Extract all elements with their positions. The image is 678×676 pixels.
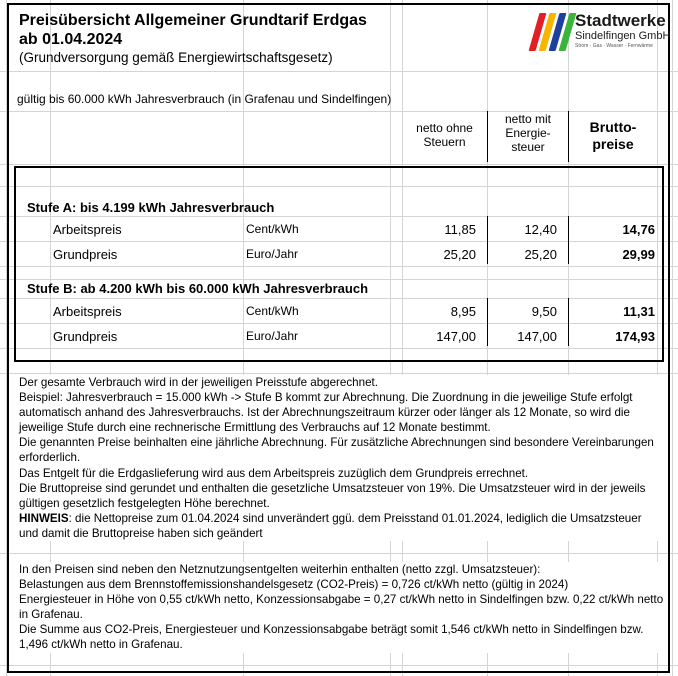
logo-stripes xyxy=(528,13,574,53)
stage-b-row-unit: Euro/Jahr xyxy=(246,329,299,343)
table-row xyxy=(0,246,678,264)
column-header-net-energy-line2: Energie- xyxy=(505,126,551,140)
stage-b-row-net-energy: 147,00 xyxy=(517,329,557,344)
note-paragraph: Das Entgelt für die Erdgaslieferung wird aus dem Arbeitspreis zuzüglich dem Grundpreis errechnet. xyxy=(19,466,529,480)
page-title-date: ab 01.04.2024 xyxy=(19,31,123,48)
stage-a-row-label: Arbeitspreis xyxy=(53,222,122,237)
logo-name: Stadtwerke xyxy=(575,11,666,30)
stage-b-row-gross: 174,93 xyxy=(615,329,655,344)
tax-notes xyxy=(19,562,664,653)
column-header-net-line2: Steuern xyxy=(423,135,466,149)
stage-b-row-net: 147,00 xyxy=(436,329,476,344)
note-paragraph: Der gesamte Verbrauch wird in der jeweiligen Preisstufe abgerechnet. xyxy=(19,376,378,389)
column-separator xyxy=(568,216,569,264)
column-separator xyxy=(487,298,488,346)
note-paragraph: Die genannten Preise beinhalten eine jährliche Abrechnung. Für zusätzliche Abrechnungen sind besondere Vereinbarungen erforderlich. xyxy=(19,436,654,465)
column-header-net-energy-line1: netto mit xyxy=(504,112,552,126)
table-row xyxy=(0,328,678,346)
column-header-gross-line2: preise xyxy=(592,136,634,152)
tax-note-paragraph: Die Summe aus CO2-Preis, Energiesteuer und Konzessionsabgabe beträgt somit 1,546 ct/kWh netto in Sindelfingen bzw. 1,496 ct/kWh netto in Grafenau. xyxy=(19,623,644,652)
stage-b-header-row xyxy=(0,280,678,298)
stage-a-row-unit: Euro/Jahr xyxy=(246,247,299,261)
hint-label: HINWEIS xyxy=(19,511,69,525)
stage-b-row-unit: Cent/kWh xyxy=(246,304,299,318)
stage-a-header-row xyxy=(0,199,678,217)
column-header-gross xyxy=(569,119,657,153)
column-separator xyxy=(568,298,569,346)
column-header-net-energy-line3: steuer xyxy=(511,140,545,154)
column-header-net xyxy=(402,121,487,149)
table-row xyxy=(0,221,678,239)
stage-a-row-net-energy: 12,40 xyxy=(524,222,557,237)
page-subtitle: (Grundversorgung gemäß Energiewirtschaftsgesetz) xyxy=(19,50,333,65)
stage-b-row-label: Arbeitspreis xyxy=(53,304,122,319)
logo-subname: Sindelfingen GmbH xyxy=(575,30,671,42)
stage-b-row-net: 8,95 xyxy=(450,304,476,319)
validity-note: gültig bis 60.000 kWh Jahresverbrauch (in Grafenau und Sindelfingen) xyxy=(17,92,392,106)
logo-tagline: Strom · Gas · Wasser · Fernwärme xyxy=(575,43,653,49)
column-separator xyxy=(487,216,488,264)
stage-a-row-net-energy: 25,20 xyxy=(524,247,557,262)
stage-a-row-label: Grundpreis xyxy=(53,247,118,262)
column-header-net-line1: netto ohne xyxy=(416,121,473,135)
note-paragraph: Die Bruttopreise sind gerundet und enthalten die gesetzliche Umsatzsteuer von 19%. Die Umsatzsteuer wird in der jeweils gültigen gesetzlich festgelegten Höhe berechnet. xyxy=(19,481,646,510)
stadtwerke-logo xyxy=(528,11,671,59)
stage-a-row-net: 11,85 xyxy=(444,222,476,237)
column-header-net-energy xyxy=(488,112,568,154)
stage-b-row-gross: 11,31 xyxy=(623,304,655,319)
tax-note-paragraph: Belastungen aus dem Brennstoffemissionshandelsgesetz (CO2-Preis) = 0,726 ct/kWh netto (gültig in 2024) xyxy=(19,578,569,592)
hint-paragraph xyxy=(19,511,664,541)
stage-a-row-gross: 14,76 xyxy=(622,222,655,237)
stage-b-row-label: Grundpreis xyxy=(53,329,118,344)
hint-text: : die Nettopreise zum 01.04.2024 sind unverändert ggü. dem Preisstand 01.01.2024, lediglich die Umsatzsteuer und damit die Bruttopreise haben sich geändert xyxy=(19,511,642,540)
stage-b-row-net-energy: 9,50 xyxy=(531,304,557,319)
stage-a-title: Stufe A: bis 4.199 kWh Jahresverbrauch xyxy=(27,200,275,215)
stage-a-row-unit: Cent/kWh xyxy=(246,222,299,236)
stage-a-row-net: 25,20 xyxy=(443,247,476,262)
stage-b-title: Stufe B: ab 4.200 kWh bis 60.000 kWh Jahresverbrauch xyxy=(27,281,369,296)
stage-a-row-gross: 29,99 xyxy=(622,247,655,262)
page-title: Preisübersicht Allgemeiner Grundtarif Erdgas xyxy=(19,12,367,29)
tax-note-paragraph: In den Preisen sind neben den Netznutzungsentgelten weiterhin enthalten (netto zzgl. Umsatzsteuer): xyxy=(19,563,541,576)
page-header xyxy=(19,11,499,66)
note-paragraph: Beispiel: Jahresverbrauch = 15.000 kWh -> Stufe B kommt zur Abrechnung. Die Zuordnung in die jeweilige Stufe erfolgt automatisch anhand des Jahresverbrauchs. Ist der Abrechnungszeitraum kürzer oder länger als 12 Monate, so wird die jeweilige Stufe durch eine rechnerische Ermittlung des Verbrauchs auf 12 Monate bestimmt. xyxy=(19,391,633,435)
logo-text xyxy=(575,11,671,50)
column-header-gross-line1: Brutto- xyxy=(589,119,637,135)
tax-note-paragraph: Energiesteuer in Höhe von 0,55 ct/kWh netto, Konzessionsabgabe = 0,27 ct/kWh netto in Sindelfingen bzw. 0,22 ct/kWh netto in Grafenau. xyxy=(19,593,664,622)
billing-notes xyxy=(19,375,664,541)
table-row xyxy=(0,303,678,321)
